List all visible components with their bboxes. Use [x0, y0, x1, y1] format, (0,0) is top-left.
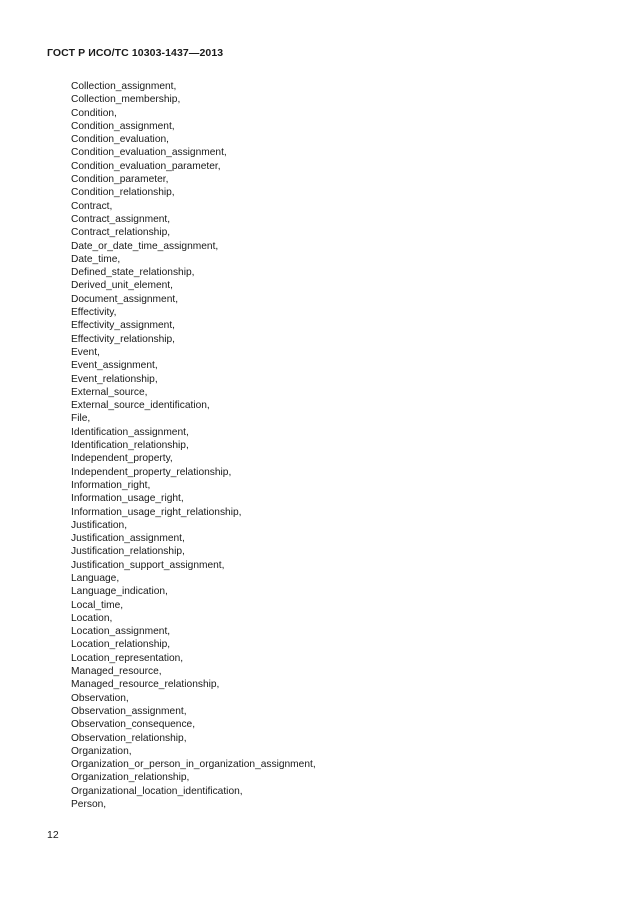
list-item: Document_assignment, — [71, 293, 179, 305]
list-item: Event_assignment, — [71, 360, 158, 372]
list-item: Contract_relationship, — [71, 227, 171, 239]
list-item: Independent_property, — [71, 453, 173, 465]
list-item: Identification_assignment, — [71, 426, 189, 438]
entity-list — [71, 80, 316, 811]
list-item: Location, — [71, 612, 113, 624]
list-item: Contract, — [71, 200, 113, 212]
list-item: Organizational_location_identification, — [71, 785, 243, 797]
list-item: Managed_resource_relationship, — [71, 679, 220, 691]
list-item: Effectivity_assignment, — [71, 320, 175, 332]
list-item: Observation_consequence, — [71, 719, 196, 731]
list-item: Managed_resource, — [71, 666, 162, 678]
list-item: Derived_unit_element, — [71, 280, 173, 292]
list-item: Organization_relationship, — [71, 772, 190, 784]
list-item: Observation, — [71, 692, 129, 704]
list-item: Effectivity, — [71, 307, 117, 319]
list-item: Local_time, — [71, 599, 124, 611]
list-item: Collection_assignment, — [71, 81, 177, 92]
list-item: External_source, — [71, 386, 148, 398]
list-item: Date_or_date_time_assignment, — [71, 240, 219, 252]
list-item: Condition_relationship, — [71, 187, 175, 199]
list-item: File, — [71, 413, 91, 425]
list-item: External_source_identification, — [71, 400, 210, 412]
page-header: ГОСТ Р ИСО/ТС 10303-1437—2013 — [47, 47, 224, 59]
list-item: Condition_evaluation_assignment, — [71, 147, 227, 159]
list-item: Justification, — [71, 519, 128, 531]
list-item: Effectivity_relationship, — [71, 333, 176, 345]
list-item: Justification_support_assignment, — [71, 559, 225, 571]
list-item: Location_assignment, — [71, 626, 171, 638]
list-item: Condition, — [71, 107, 117, 119]
list-item: Condition_assignment, — [71, 120, 175, 132]
list-item: Observation_relationship, — [71, 732, 187, 744]
list-item: Observation_assignment, — [71, 705, 187, 717]
list-item: Condition_parameter, — [71, 174, 169, 186]
list-item: Organization_or_person_in_organization_assignment, — [71, 759, 316, 771]
list-item: Date_time, — [71, 253, 121, 265]
list-item: Language_indication, — [71, 586, 168, 598]
list-item: Collection_membership, — [71, 94, 181, 106]
list-item: Justification_assignment, — [71, 533, 185, 545]
page-number: 12 — [47, 829, 59, 841]
list-item: Person, — [71, 799, 107, 811]
list-item: Justification_relationship, — [71, 546, 185, 558]
list-item: Event_relationship, — [71, 373, 158, 385]
list-item: Organization, — [71, 745, 132, 757]
list-item: Language, — [71, 572, 120, 584]
list-item: Information_usage_right_relationship, — [71, 506, 242, 518]
list-item: Location_relationship, — [71, 639, 171, 651]
list-item: Information_right, — [71, 479, 151, 491]
list-item: Defined_state_relationship, — [71, 267, 195, 279]
list-item: Information_usage_right, — [71, 493, 184, 505]
list-item: Contract_assignment, — [71, 213, 171, 225]
list-item: Independent_property_relationship, — [71, 466, 232, 478]
list-item: Location_representation, — [71, 652, 184, 664]
list-item: Identification_relationship, — [71, 440, 189, 452]
list-item: Condition_evaluation, — [71, 134, 169, 146]
list-item: Condition_evaluation_parameter, — [71, 160, 221, 172]
list-item: Event, — [71, 346, 100, 358]
